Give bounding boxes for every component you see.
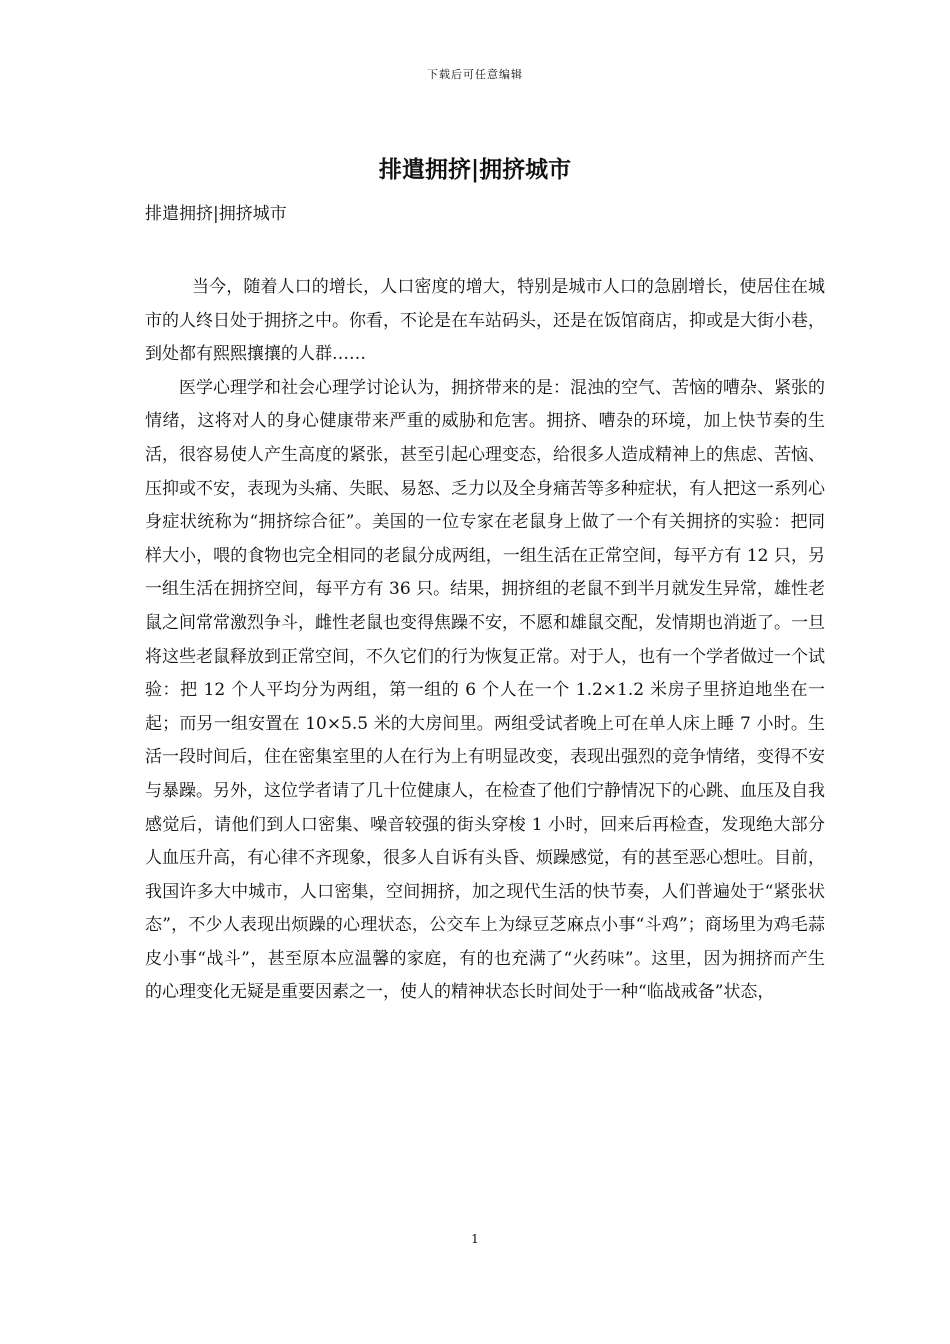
page-header-note: 下载后可任意编辑	[427, 68, 523, 81]
page-number: 1	[471, 1232, 479, 1246]
document-body	[145, 271, 825, 1010]
paragraph-main: 医学心理学和社会心理学讨论认为，拥挤带来的是：混浊的空气、苦恼的嘈杂、紧张的情绪，这将对人的身心健康带来严重的威胁和危害。拥挤、嘈杂的环境，加上快节奏的生活，很容易使人产生高度的紧张，甚至引起心理变态，给很多人造成精神上的焦虑、苦恼、压抑或不安，表现为头痛、失眠、易怒、乏力以及全身痛苦等多种症状，有人把这一系列心身症状统称为“拥挤综合征”。美国的一位专家在老鼠身上做了一个有关拥挤的实验：把同样大小，喂的食物也完全相同的老鼠分成两组，一组生活在正常空间，每平方有 12 只，另一组生活在拥挤空间，每平方有 36 只。结果，拥挤组的老鼠不到半月就发生异常，雄性老鼠之间常常激烈争斗，雌性老鼠也变得焦躁不安，不愿和雄鼠交配，发情期也消逝了。一旦将这些老鼠释放到正常空间，不久它们的行为恢复正常。对于人，也有一个学者做过一个试验：把 12 个人平均分为两组，第一组的 6 个人在一个 1.2×1.2 米房子里挤迫地坐在一起；而另一组安置在 10×5.5 米的大房间里。两组受试者晚上可在单人床上睡 7 小时。生活一段时间后，住在密集室里的人在行为上有明显改变，表现出强烈的竞争情绪，变得不安与暴躁。另外，这位学者请了几十位健康人，在检查了他们宁静情况下的心跳、血压及自我感觉后，请他们到人口密集、噪音较强的街头穿梭 1 小时，回来后再检查，发现绝大部分人血压升高，有心律不齐现象，很多人自诉有头昏、烦躁感觉，有的甚至恶心想吐。目前，我国许多大中城市，人口密集，空间拥挤，加之现代生活的快节奏，人们普遍处于“紧张状态”，不少人表现出烦躁的心理状态，公交车上为绿豆芝麻点小事“斗鸡”；商场里为鸡毛蒜皮小事“战斗”，甚至原本应温馨的家庭，有的也充满了“火药味”。这里，因为拥挤而产生的心理变化无疑是重要因素之一，使人的精神状态长时间处于一种“临战戒备”状态，	[145, 377, 825, 1003]
paragraph-intro: 当今，随着人口的增长，人口密度的增大，特别是城市人口的急剧增长，使居住在城市的人终日处于拥挤之中。你看，不论是在车站码头，还是在饭馆商店，抑或是大街小巷，到处都有熙熙攘攘的人群……	[145, 277, 825, 365]
document-title: 排遣拥挤|拥挤城市	[378, 156, 572, 183]
document-subtitle: 排遣拥挤|拥挤城市	[145, 204, 287, 224]
